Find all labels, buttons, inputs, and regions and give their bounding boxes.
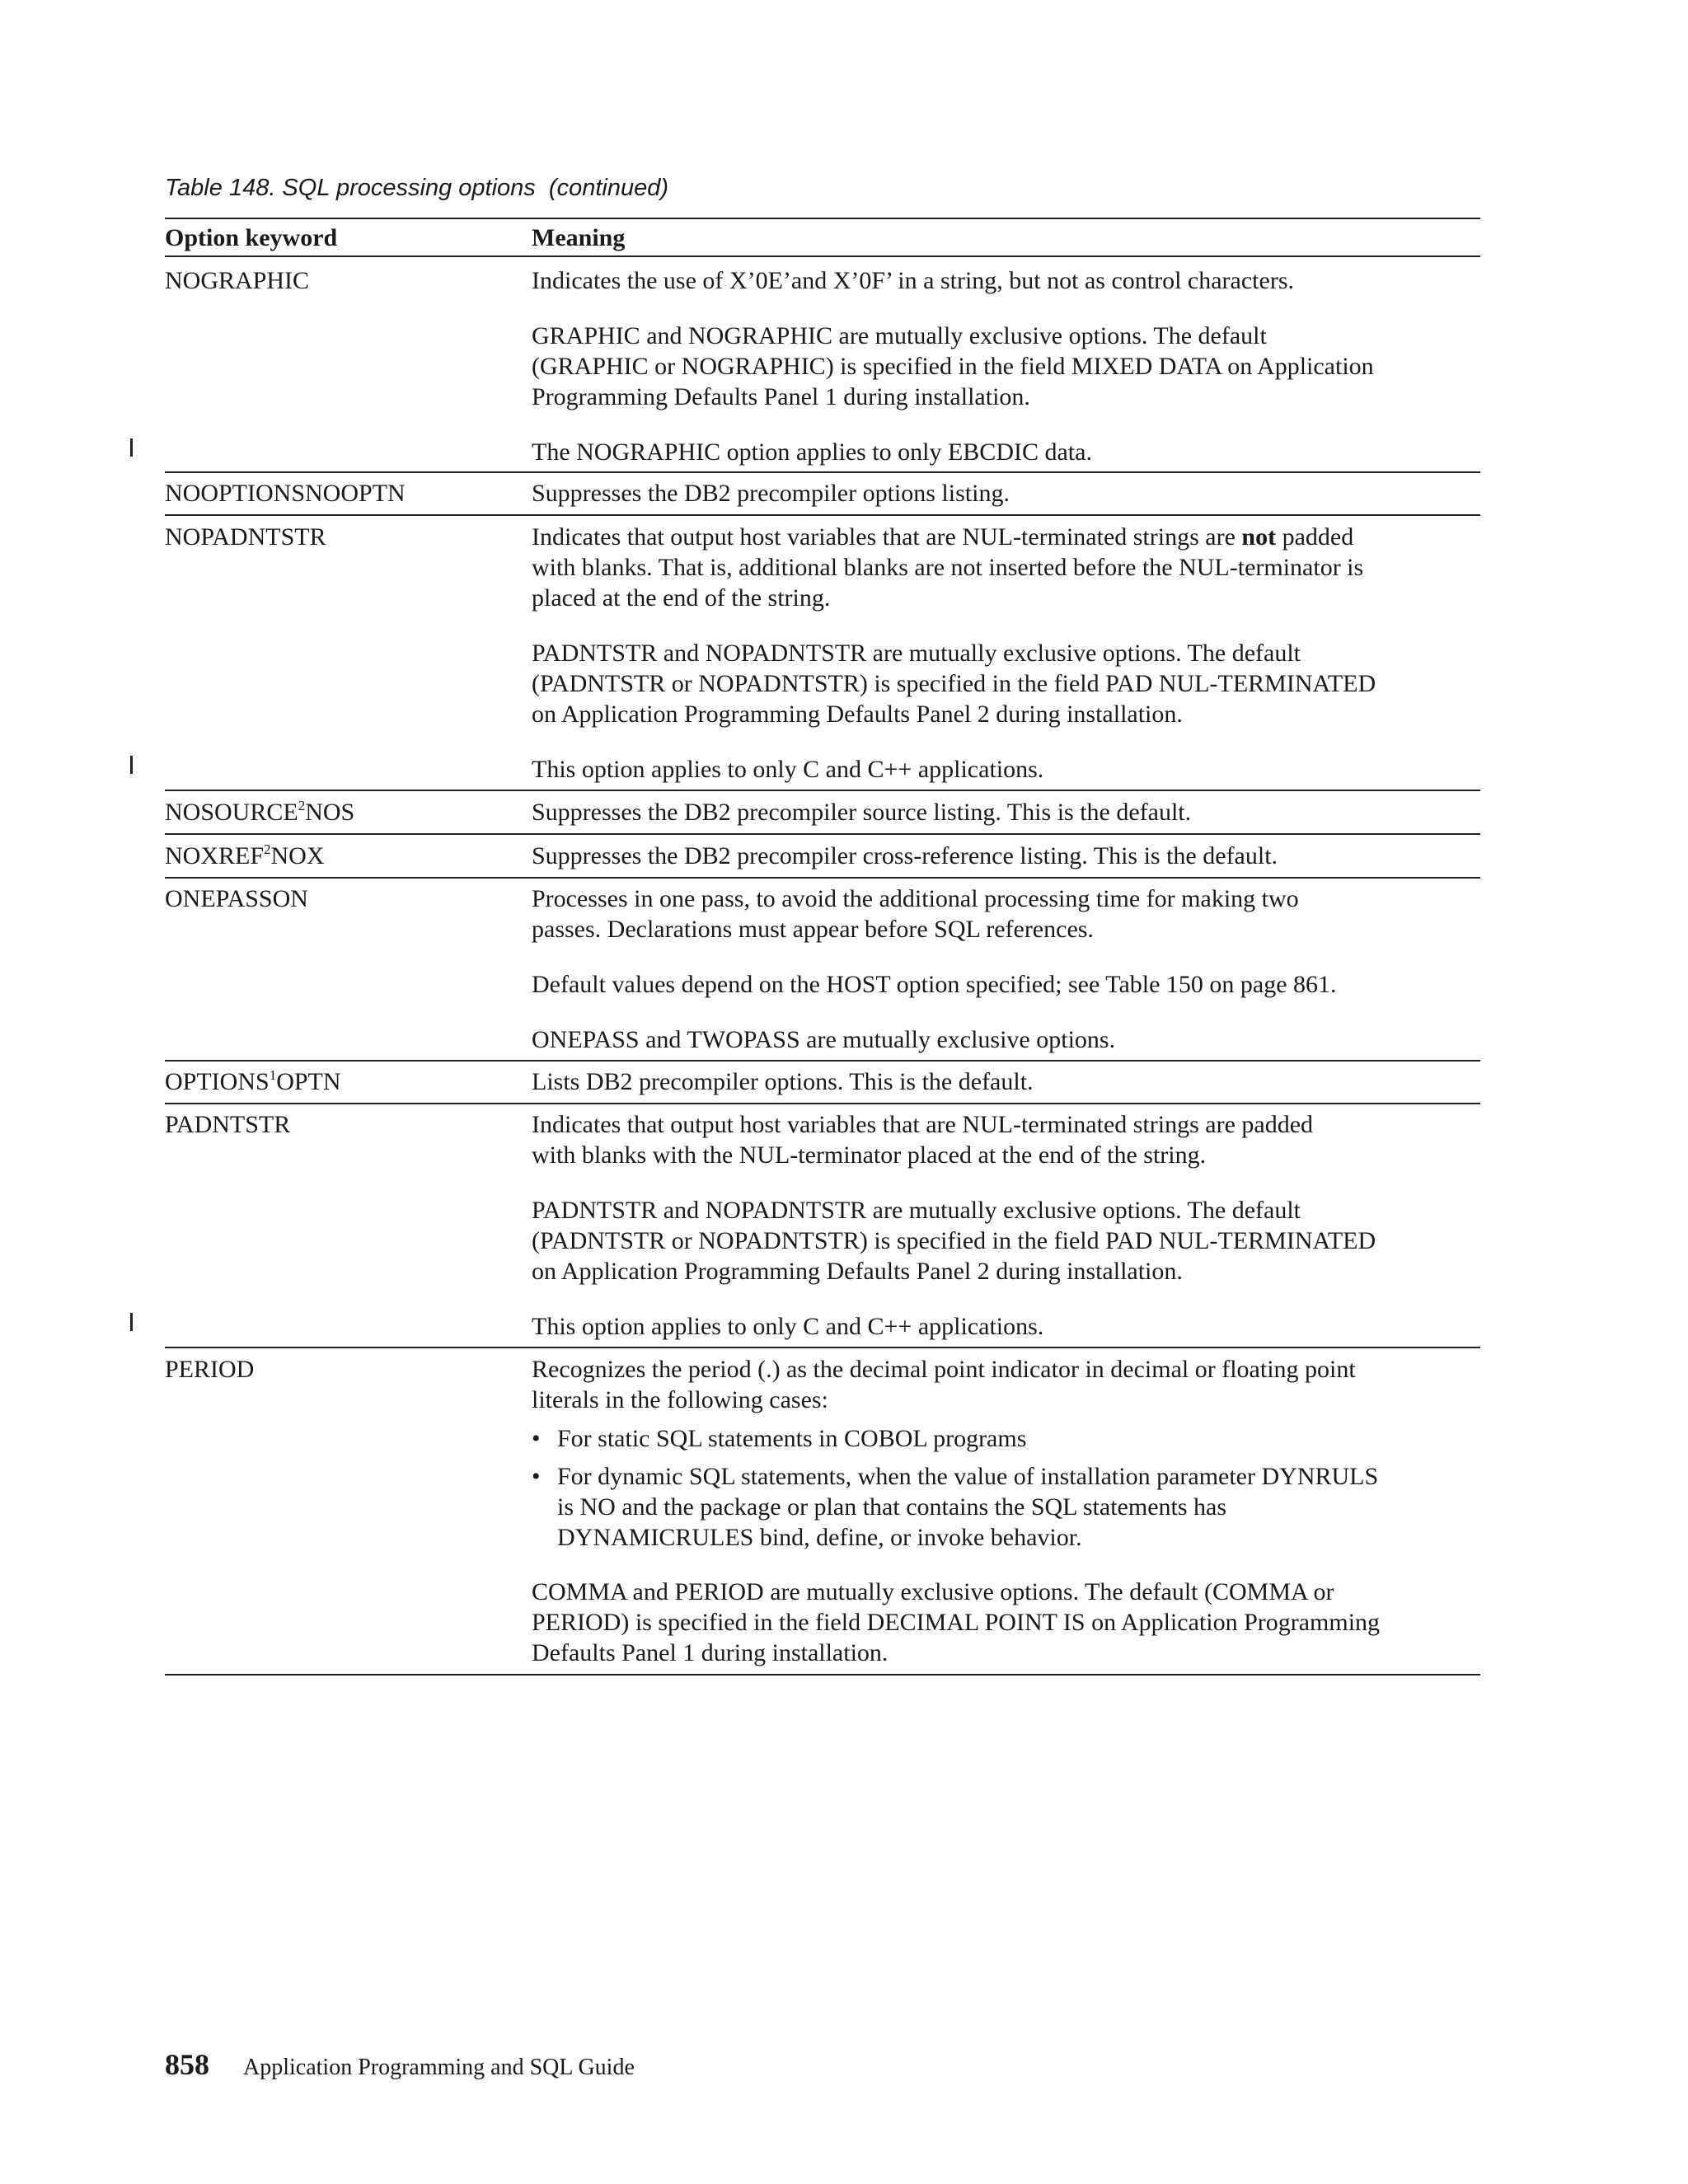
bullet-text: DYNAMICRULES bind, define, or invoke behavior. bbox=[557, 1524, 1082, 1551]
option-keyword: NOXREF$^2$NOX bbox=[165, 841, 325, 869]
meaning-text: with blanks with the NUL-terminator placed at the end of the string. bbox=[532, 1141, 1207, 1169]
meaning-text: This option applies to only C and C++ applications. bbox=[532, 1313, 1044, 1340]
change-bar bbox=[130, 438, 133, 457]
meaning-text: PADNTSTR and NOPADNTSTR are mutually exclusive options. The default bbox=[532, 640, 1301, 667]
bullet-text: is NO and the package or plan that contains the SQL statements has bbox=[557, 1493, 1227, 1521]
meaning-text: Programming Defaults Panel 1 during installation. bbox=[532, 383, 1030, 410]
row-divider bbox=[165, 790, 1480, 791]
meaning-text: PERIOD) is specified in the field DECIMAL POINT IS on Application Programming bbox=[532, 1609, 1381, 1636]
meaning-text: PADNTSTR and NOPADNTSTR are mutually exclusive options. The default bbox=[532, 1197, 1301, 1224]
row-divider bbox=[165, 877, 1480, 879]
meaning-text: on Application Programming Defaults Panel 2 during installation. bbox=[532, 701, 1183, 728]
meaning-text: literals in the following cases: bbox=[532, 1386, 828, 1413]
row-divider bbox=[165, 1103, 1480, 1104]
meaning-text: passes. Declarations must appear before SQL references. bbox=[532, 916, 1094, 943]
option-keyword: NOGRAPHIC bbox=[165, 267, 310, 294]
option-keyword: OPTIONS$^1$OPTN bbox=[165, 1067, 341, 1095]
option-keyword: NOSOURCE$^2$NOS bbox=[165, 798, 355, 826]
option-keyword: PADNTSTR bbox=[165, 1111, 291, 1138]
meaning-text: Suppresses the DB2 precompiler cross-reference listing. This is the default. bbox=[532, 842, 1278, 869]
meaning-text: (GRAPHIC or NOGRAPHIC) is specified in the field MIXED DATA on Application bbox=[532, 353, 1374, 380]
option-keyword: NOPADNTSTR bbox=[165, 523, 326, 551]
page-number: 858 bbox=[165, 2048, 209, 2081]
row-divider bbox=[165, 1347, 1480, 1348]
meaning-text: Recognizes the period (.) as the decimal point indicator in decimal or floating point bbox=[532, 1356, 1356, 1383]
meaning-text: Suppresses the DB2 precompiler options listing. bbox=[532, 480, 1010, 507]
meaning-text: ONEPASS and TWOPASS are mutually exclusive options. bbox=[532, 1026, 1116, 1053]
book-title: Application Programming and SQL Guide bbox=[243, 2055, 635, 2080]
table-caption: Table 148. SQL processing options (continued) bbox=[165, 175, 669, 201]
row-divider bbox=[165, 1060, 1480, 1062]
meaning-text: Processes in one pass, to avoid the additional processing time for making two bbox=[532, 885, 1299, 912]
meaning-text: Defaults Panel 1 during installation. bbox=[532, 1639, 889, 1666]
table-bottom-rule bbox=[165, 1674, 1480, 1675]
bullet-marker: • bbox=[532, 1463, 541, 1490]
meaning-text: on Application Programming Defaults Panel 2 during installation. bbox=[532, 1258, 1183, 1285]
row-divider bbox=[165, 471, 1480, 473]
meaning-text: Indicates the use of X’0E’and X’0F’ in a string, but not as control characters. bbox=[532, 267, 1294, 294]
meaning-text: GRAPHIC and NOGRAPHIC are mutually exclusive options. The default bbox=[532, 322, 1267, 349]
meaning-text: (PADNTSTR or NOPADNTSTR) is specified in the field PAD NUL-TERMINATED bbox=[532, 670, 1376, 697]
meaning-text: This option applies to only C and C++ applications. bbox=[532, 756, 1044, 783]
option-keyword: ONEPASSON bbox=[165, 885, 308, 912]
table-header-row bbox=[165, 218, 1480, 257]
meaning-text: Lists DB2 precompiler options. This is the default. bbox=[532, 1068, 1034, 1095]
meaning-text: with blanks. That is, additional blanks are not inserted before the NUL-terminator is bbox=[532, 554, 1364, 581]
change-bar bbox=[130, 1313, 133, 1331]
meaning-text: Default values depend on the HOST option specified; see Table 150 on page 861. bbox=[532, 971, 1337, 998]
option-keyword: NOOPTIONSNOOPTN bbox=[165, 480, 406, 507]
meaning-text: placed at the end of the string. bbox=[532, 584, 831, 612]
meaning-text: Suppresses the DB2 precompiler source listing. This is the default. bbox=[532, 799, 1192, 826]
header-meaning: Meaning bbox=[532, 224, 626, 251]
change-bar bbox=[130, 756, 133, 774]
row-divider bbox=[165, 833, 1480, 835]
meaning-text: Indicates that output host variables that are NUL-terminated strings are not padded bbox=[532, 523, 1354, 551]
meaning-text: (PADNTSTR or NOPADNTSTR) is specified in the field PAD NUL-TERMINATED bbox=[532, 1227, 1376, 1254]
header-option-keyword: Option keyword bbox=[165, 224, 338, 251]
row-divider bbox=[165, 514, 1480, 516]
bullet-text: For static SQL statements in COBOL programs bbox=[557, 1425, 1027, 1452]
meaning-text: The NOGRAPHIC option applies to only EBCDIC data. bbox=[532, 438, 1092, 466]
bullet-marker: • bbox=[532, 1425, 541, 1452]
meaning-text: Indicates that output host variables that are NUL-terminated strings are padded bbox=[532, 1111, 1314, 1138]
option-keyword: PERIOD bbox=[165, 1356, 255, 1383]
meaning-text: COMMA and PERIOD are mutually exclusive options. The default (COMMA or bbox=[532, 1578, 1334, 1605]
bullet-text: For dynamic SQL statements, when the value of installation parameter DYNRULS bbox=[557, 1463, 1379, 1490]
